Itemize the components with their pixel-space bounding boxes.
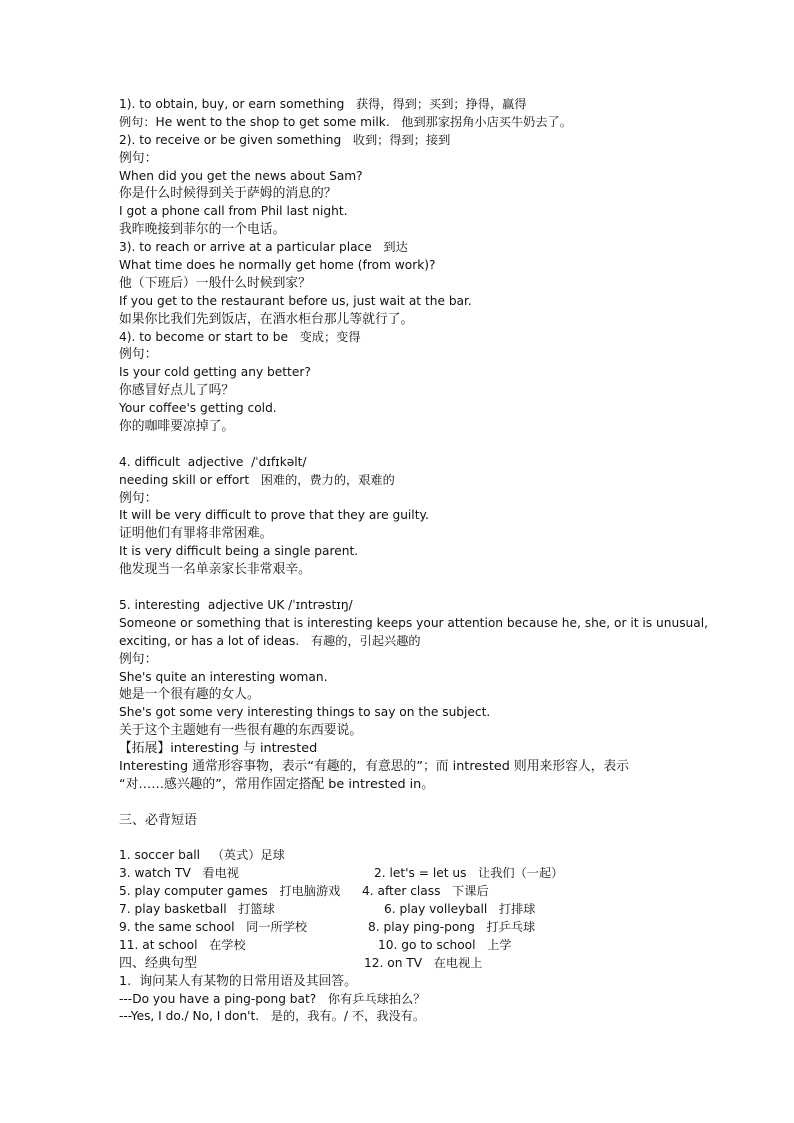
section-heading: 三、必背短语 xyxy=(119,812,198,828)
example-translation: 你感冒好点儿了吗？ xyxy=(119,383,235,399)
example-translation: 她是一个很有趣的女人。 xyxy=(119,687,260,703)
example-label: 例句： xyxy=(119,150,158,166)
example-translation: 你是什么时候得到关于萨姆的消息的？ xyxy=(119,186,337,202)
phrase-item: 3. watch TV 看电视 xyxy=(119,866,239,881)
sentence-line: 1. 询问某人有某物的日常用语及其回答。 xyxy=(119,973,357,989)
example-translation: 他发现当一名单亲家长非常艰辛。 xyxy=(119,562,311,578)
example-label: 例句： xyxy=(119,490,158,506)
def-line: Someone or something that is interesting keeps your attention because he, she, or it is unusual, xyxy=(119,615,708,630)
def-line: 2). to receive or be given something 收到；得到；接到 xyxy=(119,132,451,147)
def-line: exciting, or has a lot of ideas. 有趣的，引起兴趣的 xyxy=(119,633,421,648)
example-translation: 如果你比我们先到饭店，在酒水柜台那儿等就行了。 xyxy=(119,311,414,327)
example-line: What time does he normally get home (from work)? xyxy=(119,258,436,273)
example-translation: 我昨晚接到菲尔的一个电话。 xyxy=(119,222,286,238)
example-translation: 你的咖啡要凉掉了。 xyxy=(119,419,235,435)
def-line: 3). to reach or arrive at a particular place 到达 xyxy=(119,240,408,255)
example-line: If you get to the restaurant before us, just wait at the bar. xyxy=(119,293,472,308)
sentence-line: ---Do you have a ping-pong bat? 你有乒乓球拍么？ xyxy=(119,991,426,1006)
phrase-item: 11. at school 在学校 xyxy=(119,937,246,952)
example-line: She's got some very interesting things to say on the subject. xyxy=(119,705,491,720)
example-line: I got a phone call from Phil last night. xyxy=(119,204,348,219)
extension-text: Interesting 通常形容事物，表示“有趣的，有意思的”；而 intrested 则用来形容人，表示 xyxy=(119,758,630,774)
phrase-item: 4. after class 下课后 xyxy=(362,884,489,899)
phrase-item: 5. play computer games 打电脑游戏 xyxy=(119,884,341,899)
phrase-item: 8. play ping-pong 打乒乓球 xyxy=(368,920,536,934)
phrase-item: 9. the same school 同一所学校 xyxy=(119,919,308,934)
phrase-item: 1. soccer ball （英式）足球 xyxy=(119,848,285,863)
difficult-entry xyxy=(119,454,679,579)
spacer xyxy=(119,794,679,812)
def-line: 1). to obtain, buy, or earn something 获得，得到；买到；挣得，赢得 xyxy=(119,97,527,111)
interesting-entry xyxy=(119,597,708,794)
def-line: needing skill or effort 困难的，费力的，艰难的 xyxy=(119,472,395,487)
entry-headword: 5. interesting adjective UK /ˈɪntrəstɪŋ/ xyxy=(119,597,353,612)
extension-heading: 【拓展】interesting 与 intrested xyxy=(119,741,318,757)
example-label: 例句： xyxy=(119,347,158,363)
example-translation: 他（下班后）一般什么时候到家？ xyxy=(119,275,311,291)
example-translation: 关于这个主题她有一些很有趣的东西要说。 xyxy=(119,723,363,739)
document-page xyxy=(119,96,708,1026)
example-line: It will be very difficult to prove that they are guilty. xyxy=(119,508,429,523)
phrase-item: 10. go to school 上学 xyxy=(378,937,512,952)
def-line: 4). to become or start to be 变成；变得 xyxy=(119,329,361,344)
spacer xyxy=(119,579,679,597)
example-line: She's quite an interesting woman. xyxy=(119,669,328,684)
example-line: Is your cold getting any better? xyxy=(119,365,311,380)
spacer xyxy=(119,436,679,454)
example-line: It is very difficult being a single parent. xyxy=(119,544,359,559)
phrase-item: 2. let's = let us 让我们（一起） xyxy=(374,866,564,881)
example-translation: 证明他们有罪将非常困难。 xyxy=(119,526,273,542)
example-line: Your coffee's getting cold. xyxy=(119,401,277,416)
phrase-item: 7. play basketball 打篮球 xyxy=(119,902,275,917)
example-line: 例句：He went to the shop to get some milk. 他到那家拐角小店买牛奶去了。 xyxy=(119,114,572,129)
example-line: When did you get the news about Sam? xyxy=(119,168,363,183)
sentence-line: ---Yes, I do./ No, I don't. 是的，我有。/ 不，我没有。 xyxy=(119,1009,426,1024)
phrase-item: 6. play volleyball 打排球 xyxy=(384,902,536,917)
entry-headword: 4. difficult adjective /ˈdɪfɪkəlt/ xyxy=(119,454,307,469)
extension-text: “对……感兴趣的”，常用作固定搭配 be intrested in。 xyxy=(119,776,435,792)
example-label: 例句： xyxy=(119,651,158,667)
get-definitions-block xyxy=(119,96,679,436)
phrase-item: 12. on TV 在电视上 xyxy=(364,955,483,970)
section-heading: 四、经典句型 xyxy=(119,955,198,971)
